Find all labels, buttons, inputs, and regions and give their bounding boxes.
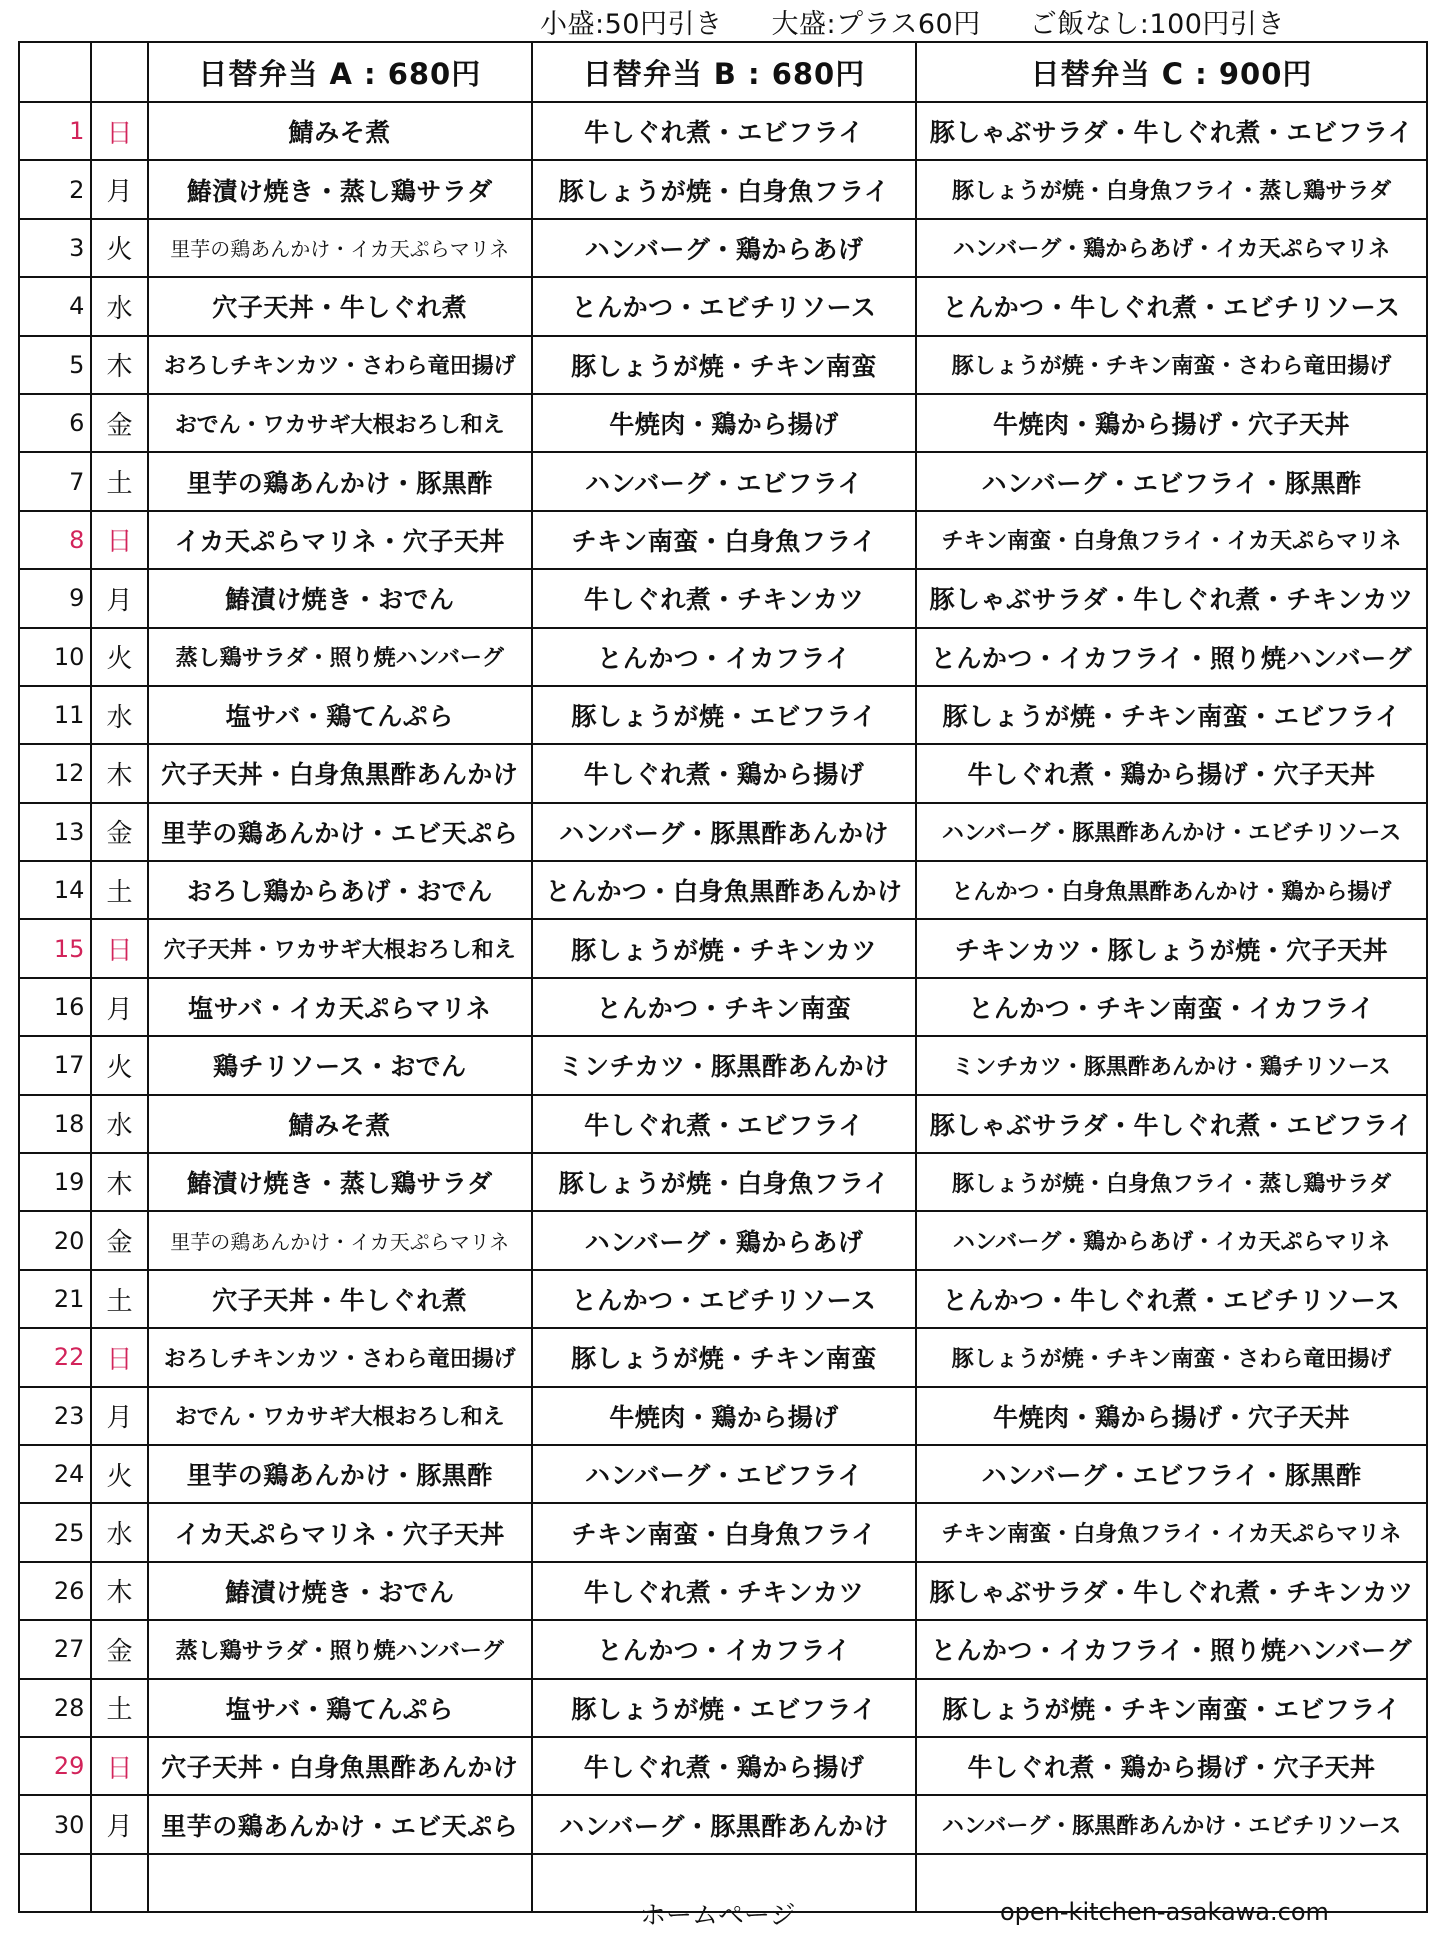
bento-a-cell: イカ天ぷらマリネ・穴子天丼 <box>148 1503 532 1561</box>
header-weekday <box>91 42 147 102</box>
day-cell: 25 <box>19 1503 91 1561</box>
bento-a-cell: おろし鶏からあげ・おでん <box>148 861 532 919</box>
menu-row <box>19 919 1427 977</box>
header-bento-b: 日替弁当 B : 680円 <box>532 42 916 102</box>
bento-b-cell: チキン南蛮・白身魚フライ <box>532 1503 916 1561</box>
weekday-cell: 土 <box>91 452 147 510</box>
homepage-label: ホームページ <box>640 1901 796 1931</box>
pricing-small: 小盛:50円引き <box>540 9 723 40</box>
day-cell: 26 <box>19 1562 91 1620</box>
weekday-cell: 金 <box>91 1211 147 1269</box>
menu-row <box>19 219 1427 277</box>
menu-row <box>19 1270 1427 1328</box>
bento-b-cell: 牛しぐれ煮・チキンカツ <box>532 1562 916 1620</box>
bento-a-cell: 穴子天丼・牛しぐれ煮 <box>148 1270 532 1328</box>
bento-b-cell: ハンバーグ・エビフライ <box>532 452 916 510</box>
day-cell: 27 <box>19 1620 91 1678</box>
bento-a-cell: 穴子天丼・白身魚黒酢あんかけ <box>148 1737 532 1795</box>
weekday-cell: 木 <box>91 1153 147 1211</box>
bento-a-cell: 鰆漬け焼き・おでん <box>148 1562 532 1620</box>
weekday-cell: 水 <box>91 1503 147 1561</box>
bento-c-cell: ハンバーグ・豚黒酢あんかけ・エビチリソース <box>916 803 1427 861</box>
weekday-cell: 月 <box>91 1795 147 1853</box>
bento-a-cell: 穴子天丼・ワカサギ大根おろし和え <box>148 919 532 977</box>
day-cell: 16 <box>19 978 91 1036</box>
bento-c-cell: 牛しぐれ煮・鶏から揚げ・穴子天丼 <box>916 1737 1427 1795</box>
weekday-cell: 土 <box>91 1270 147 1328</box>
weekday-cell: 金 <box>91 803 147 861</box>
bento-c-cell: とんかつ・牛しぐれ煮・エビチリソース <box>916 277 1427 335</box>
bento-b-cell: ハンバーグ・鶏からあげ <box>532 219 916 277</box>
bento-b-cell: とんかつ・イカフライ <box>532 628 916 686</box>
bento-b-cell: ハンバーグ・豚黒酢あんかけ <box>532 1795 916 1853</box>
weekday-cell: 火 <box>91 628 147 686</box>
menu-row <box>19 628 1427 686</box>
day-cell: 7 <box>19 452 91 510</box>
menu-row <box>19 744 1427 802</box>
bento-a-cell: 塩サバ・鶏てんぷら <box>148 686 532 744</box>
day-cell: 12 <box>19 744 91 802</box>
bento-a-cell: 鶏チリソース・おでん <box>148 1036 532 1094</box>
menu-row <box>19 1387 1427 1445</box>
weekday-cell: 日 <box>91 1328 147 1386</box>
menu-row <box>19 336 1427 394</box>
bento-c-cell: とんかつ・白身魚黒酢あんかけ・鶏から揚げ <box>916 861 1427 919</box>
bento-c-cell: 豚しょうが焼・チキン南蛮・さわら竜田揚げ <box>916 336 1427 394</box>
bento-b-cell: 牛しぐれ煮・鶏から揚げ <box>532 744 916 802</box>
bento-a-cell: 蒸し鶏サラダ・照り焼ハンバーグ <box>148 1620 532 1678</box>
bento-b-cell: 豚しょうが焼・エビフライ <box>532 1679 916 1737</box>
bento-b-cell: 牛しぐれ煮・チキンカツ <box>532 569 916 627</box>
weekday-cell: 月 <box>91 569 147 627</box>
bento-b-cell: とんかつ・白身魚黒酢あんかけ <box>532 861 916 919</box>
menu-row <box>19 686 1427 744</box>
bento-a-cell: 塩サバ・鶏てんぷら <box>148 1679 532 1737</box>
bento-b-cell: 豚しょうが焼・エビフライ <box>532 686 916 744</box>
menu-row <box>19 452 1427 510</box>
day-cell: 3 <box>19 219 91 277</box>
day-cell: 28 <box>19 1679 91 1737</box>
day-cell: 8 <box>19 511 91 569</box>
bento-b-cell: とんかつ・エビチリソース <box>532 277 916 335</box>
bento-a-cell: 蒸し鶏サラダ・照り焼ハンバーグ <box>148 628 532 686</box>
bento-a-cell: 里芋の鶏あんかけ・イカ天ぷらマリネ <box>148 219 532 277</box>
menu-row <box>19 160 1427 218</box>
bento-b-cell: 牛しぐれ煮・鶏から揚げ <box>532 1737 916 1795</box>
bento-c-cell: 豚しょうが焼・白身魚フライ・蒸し鶏サラダ <box>916 160 1427 218</box>
bento-c-cell: とんかつ・牛しぐれ煮・エビチリソース <box>916 1270 1427 1328</box>
bento-c-cell: とんかつ・チキン南蛮・イカフライ <box>916 978 1427 1036</box>
menu-row <box>19 1562 1427 1620</box>
day-cell: 21 <box>19 1270 91 1328</box>
weekday-cell: 月 <box>91 978 147 1036</box>
menu-row <box>19 1620 1427 1678</box>
day-cell: 17 <box>19 1036 91 1094</box>
day-cell: 11 <box>19 686 91 744</box>
bento-c-cell: 豚しゃぶサラダ・牛しぐれ煮・エビフライ <box>916 1095 1427 1153</box>
homepage-url: open-kitchen-asakawa.com <box>1000 1898 1329 1926</box>
bento-b-cell: チキン南蛮・白身魚フライ <box>532 511 916 569</box>
bento-c-cell: 豚しょうが焼・チキン南蛮・さわら竜田揚げ <box>916 1328 1427 1386</box>
bento-a-cell: 里芋の鶏あんかけ・エビ天ぷら <box>148 1795 532 1853</box>
day-cell: 9 <box>19 569 91 627</box>
bento-c-cell: 豚しょうが焼・チキン南蛮・エビフライ <box>916 1679 1427 1737</box>
day-cell: 19 <box>19 1153 91 1211</box>
day-cell: 20 <box>19 1211 91 1269</box>
bento-b-cell: とんかつ・チキン南蛮 <box>532 978 916 1036</box>
bento-c-cell: ミンチカツ・豚黒酢あんかけ・鶏チリソース <box>916 1036 1427 1094</box>
menu-row <box>19 277 1427 335</box>
bento-c-cell: ハンバーグ・鶏からあげ・イカ天ぷらマリネ <box>916 1211 1427 1269</box>
bento-c-cell: ハンバーグ・エビフライ・豚黒酢 <box>916 452 1427 510</box>
bento-b-cell: 牛焼肉・鶏から揚げ <box>532 1387 916 1445</box>
bento-a-cell: 鰆漬け焼き・蒸し鶏サラダ <box>148 160 532 218</box>
day-cell: 13 <box>19 803 91 861</box>
bento-c-cell: 牛焼肉・鶏から揚げ・穴子天丼 <box>916 1387 1427 1445</box>
weekday-cell: 土 <box>91 1679 147 1737</box>
header-day <box>19 42 91 102</box>
pricing-no-rice: ご飯なし:100円引き <box>1029 9 1285 40</box>
bento-a-cell: おでん・ワカサギ大根おろし和え <box>148 1387 532 1445</box>
weekday-cell: 土 <box>91 861 147 919</box>
bento-a-cell: 里芋の鶏あんかけ・豚黒酢 <box>148 1445 532 1503</box>
weekday-cell: 水 <box>91 1095 147 1153</box>
day-cell: 4 <box>19 277 91 335</box>
bento-b-cell: ハンバーグ・鶏からあげ <box>532 1211 916 1269</box>
day-cell: 18 <box>19 1095 91 1153</box>
day-cell: 29 <box>19 1737 91 1795</box>
weekday-cell: 木 <box>91 336 147 394</box>
bento-c-cell: ハンバーグ・鶏からあげ・イカ天ぷらマリネ <box>916 219 1427 277</box>
day-cell: 23 <box>19 1387 91 1445</box>
bento-b-cell: 豚しょうが焼・チキン南蛮 <box>532 336 916 394</box>
bento-b-cell: ハンバーグ・エビフライ <box>532 1445 916 1503</box>
day-cell: 22 <box>19 1328 91 1386</box>
bento-b-cell: 豚しょうが焼・白身魚フライ <box>532 1153 916 1211</box>
menu-row <box>19 511 1427 569</box>
menu-row <box>19 102 1427 160</box>
bento-a-cell: 鯖みそ煮 <box>148 102 532 160</box>
weekday-cell: 水 <box>91 277 147 335</box>
bento-c-cell: 豚しょうが焼・白身魚フライ・蒸し鶏サラダ <box>916 1153 1427 1211</box>
weekday-cell: 日 <box>91 102 147 160</box>
bento-c-cell: 豚しょうが焼・チキン南蛮・エビフライ <box>916 686 1427 744</box>
bento-c-cell: 豚しゃぶサラダ・牛しぐれ煮・チキンカツ <box>916 569 1427 627</box>
menu-row <box>19 1095 1427 1153</box>
menu-row <box>19 978 1427 1036</box>
header-row <box>19 42 1427 102</box>
bento-c-cell: ハンバーグ・豚黒酢あんかけ・エビチリソース <box>916 1795 1427 1853</box>
bento-c-cell: 豚しゃぶサラダ・牛しぐれ煮・チキンカツ <box>916 1562 1427 1620</box>
day-cell: 10 <box>19 628 91 686</box>
bento-b-cell: 豚しょうが焼・チキン南蛮 <box>532 1328 916 1386</box>
bento-b-cell: ミンチカツ・豚黒酢あんかけ <box>532 1036 916 1094</box>
day-cell: 6 <box>19 394 91 452</box>
weekday-cell: 月 <box>91 1387 147 1445</box>
header-bento-c: 日替弁当 C : 900円 <box>916 42 1427 102</box>
bento-a-cell: 里芋の鶏あんかけ・エビ天ぷら <box>148 803 532 861</box>
weekday-cell: 木 <box>91 1562 147 1620</box>
weekday-cell: 日 <box>91 919 147 977</box>
menu-row <box>19 1445 1427 1503</box>
menu-row <box>19 1328 1427 1386</box>
menu-row <box>19 569 1427 627</box>
bento-a-cell: イカ天ぷらマリネ・穴子天丼 <box>148 511 532 569</box>
weekday-cell: 火 <box>91 1036 147 1094</box>
bento-a-cell: おでん・ワカサギ大根おろし和え <box>148 394 532 452</box>
bento-b-cell: 豚しょうが焼・チキンカツ <box>532 919 916 977</box>
menu-row <box>19 1503 1427 1561</box>
menu-row <box>19 1211 1427 1269</box>
bento-a-cell: 穴子天丼・白身魚黒酢あんかけ <box>148 744 532 802</box>
bento-a-cell: 塩サバ・イカ天ぷらマリネ <box>148 978 532 1036</box>
weekday-cell: 金 <box>91 394 147 452</box>
bento-c-cell: チキン南蛮・白身魚フライ・イカ天ぷらマリネ <box>916 511 1427 569</box>
bento-a-cell: おろしチキンカツ・さわら竜田揚げ <box>148 1328 532 1386</box>
bento-c-cell: ハンバーグ・エビフライ・豚黒酢 <box>916 1445 1427 1503</box>
weekday-cell: 木 <box>91 744 147 802</box>
lunch-menu-table <box>18 41 1428 1913</box>
bento-a-cell: おろしチキンカツ・さわら竜田揚げ <box>148 336 532 394</box>
day-cell: 1 <box>19 102 91 160</box>
bento-c-cell: 豚しゃぶサラダ・牛しぐれ煮・エビフライ <box>916 102 1427 160</box>
header-bento-a: 日替弁当 A : 680円 <box>148 42 532 102</box>
menu-row <box>19 1737 1427 1795</box>
menu-row <box>19 1795 1427 1853</box>
bento-b-cell: とんかつ・エビチリソース <box>532 1270 916 1328</box>
bento-a-cell: 鯖みそ煮 <box>148 1095 532 1153</box>
bento-a-cell: 鰆漬け焼き・蒸し鶏サラダ <box>148 1153 532 1211</box>
bento-b-cell: 牛焼肉・鶏から揚げ <box>532 394 916 452</box>
bento-c-cell: チキンカツ・豚しょうが焼・穴子天丼 <box>916 919 1427 977</box>
bento-a-cell: 鰆漬け焼き・おでん <box>148 569 532 627</box>
bento-b-cell: とんかつ・イカフライ <box>532 1620 916 1678</box>
bento-c-cell: 牛しぐれ煮・鶏から揚げ・穴子天丼 <box>916 744 1427 802</box>
menu-row <box>19 1153 1427 1211</box>
bento-c-cell: 牛焼肉・鶏から揚げ・穴子天丼 <box>916 394 1427 452</box>
menu-row <box>19 861 1427 919</box>
menu-row <box>19 1679 1427 1737</box>
weekday-cell: 日 <box>91 1737 147 1795</box>
day-cell: 2 <box>19 160 91 218</box>
day-cell: 24 <box>19 1445 91 1503</box>
bento-b-cell: ハンバーグ・豚黒酢あんかけ <box>532 803 916 861</box>
pricing-note <box>540 2 1325 41</box>
day-cell: 30 <box>19 1795 91 1853</box>
weekday-cell: 火 <box>91 1445 147 1503</box>
weekday-cell: 水 <box>91 686 147 744</box>
weekday-cell: 金 <box>91 1620 147 1678</box>
menu-row <box>19 394 1427 452</box>
day-cell: 5 <box>19 336 91 394</box>
bento-a-cell: 里芋の鶏あんかけ・豚黒酢 <box>148 452 532 510</box>
bento-b-cell: 牛しぐれ煮・エビフライ <box>532 102 916 160</box>
bento-a-cell: 里芋の鶏あんかけ・イカ天ぷらマリネ <box>148 1211 532 1269</box>
bento-b-cell: 豚しょうが焼・白身魚フライ <box>532 160 916 218</box>
menu-row <box>19 1036 1427 1094</box>
weekday-cell: 日 <box>91 511 147 569</box>
bento-c-cell: チキン南蛮・白身魚フライ・イカ天ぷらマリネ <box>916 1503 1427 1561</box>
day-cell: 15 <box>19 919 91 977</box>
menu-row <box>19 803 1427 861</box>
bento-b-cell: 牛しぐれ煮・エビフライ <box>532 1095 916 1153</box>
weekday-cell: 月 <box>91 160 147 218</box>
pricing-large: 大盛:プラス60円 <box>771 9 981 40</box>
bento-c-cell: とんかつ・イカフライ・照り焼ハンバーグ <box>916 628 1427 686</box>
day-cell: 14 <box>19 861 91 919</box>
bento-c-cell: とんかつ・イカフライ・照り焼ハンバーグ <box>916 1620 1427 1678</box>
bento-a-cell: 穴子天丼・牛しぐれ煮 <box>148 277 532 335</box>
weekday-cell: 火 <box>91 219 147 277</box>
